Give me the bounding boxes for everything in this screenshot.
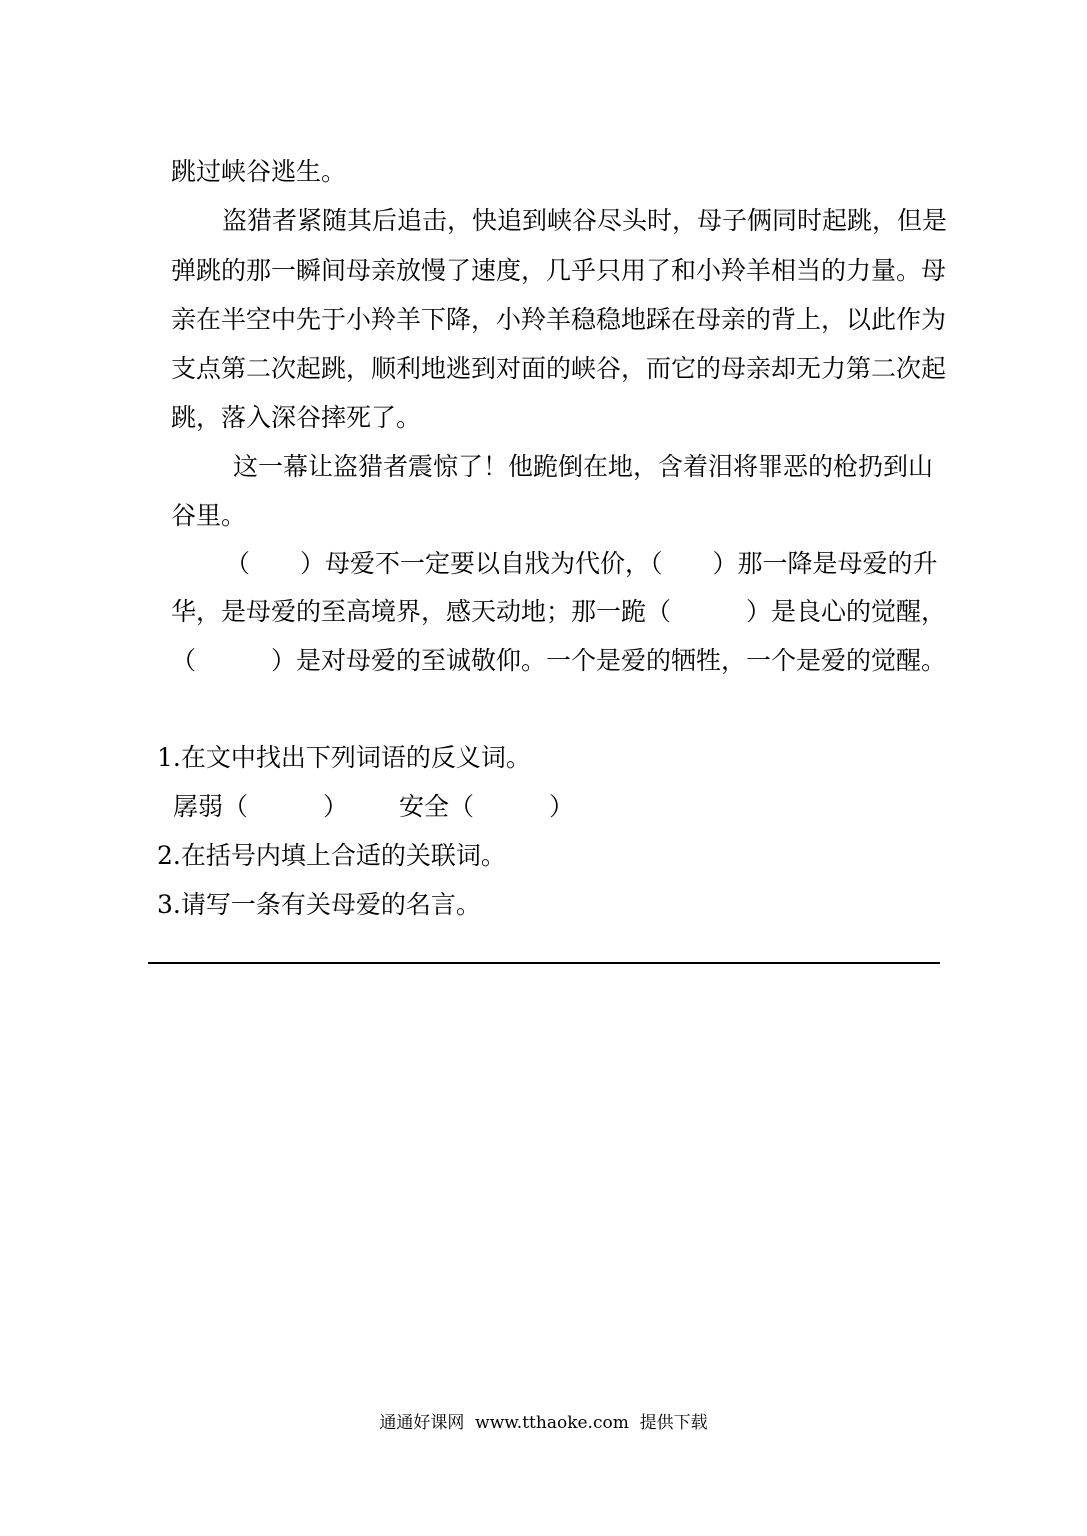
- passage-line-6: 跳，落入深谷摔死了。: [171, 403, 422, 432]
- question-1: 1.在文中找出下列词语的反义词。: [157, 743, 531, 772]
- question-2: 2.在括号内填上合适的关联词。: [157, 841, 506, 870]
- passage-line-11: （ ）是对母爱的至诚敬仰。一个是爱的牺牲，一个是爱的觉醒。: [171, 646, 947, 675]
- passage-line-9: （ ）母爱不一定要以自戕为代价，（ ）那一降是母爱的升: [225, 549, 938, 578]
- question-1-word-2: 安全（ ）: [399, 792, 575, 821]
- passage-line-1: 跳过峡谷逃生。: [171, 157, 347, 186]
- passage-line-5: 支点第二次起跳，顺利地逃到对面的峡谷，而它的母亲却无力第二次起: [171, 354, 947, 383]
- passage-line-8: 谷里。: [171, 501, 247, 530]
- page-footer: 通通好课网 www.tthaoke.com 提供下载: [379, 1413, 708, 1433]
- passage-line-3: 弹跳的那一瞬间母亲放慢了速度，几乎只用了和小羚羊相当的力量。母: [171, 256, 947, 285]
- passage-line-10: 华，是母爱的至高境界，感天动地；那一跪（ ）是良心的觉醒，: [171, 597, 947, 626]
- passage-line-7: 这一幕让盗猎者震惊了！他跪倒在地，含着泪将罪恶的枪扔到山: [233, 452, 934, 481]
- question-1-word-1: 孱弱（ ）: [173, 792, 349, 821]
- passage-line-4: 亲在半空中先于小羚羊下降，小羚羊稳稳地踩在母亲的背上，以此作为: [171, 305, 947, 334]
- question-3: 3.请写一条有关母爱的名言。: [157, 890, 481, 919]
- passage-line-2: 盗猎者紧随其后追击，快追到峡谷尽头时，母子俩同时起跳，但是: [222, 206, 948, 235]
- answer-line: [148, 962, 940, 964]
